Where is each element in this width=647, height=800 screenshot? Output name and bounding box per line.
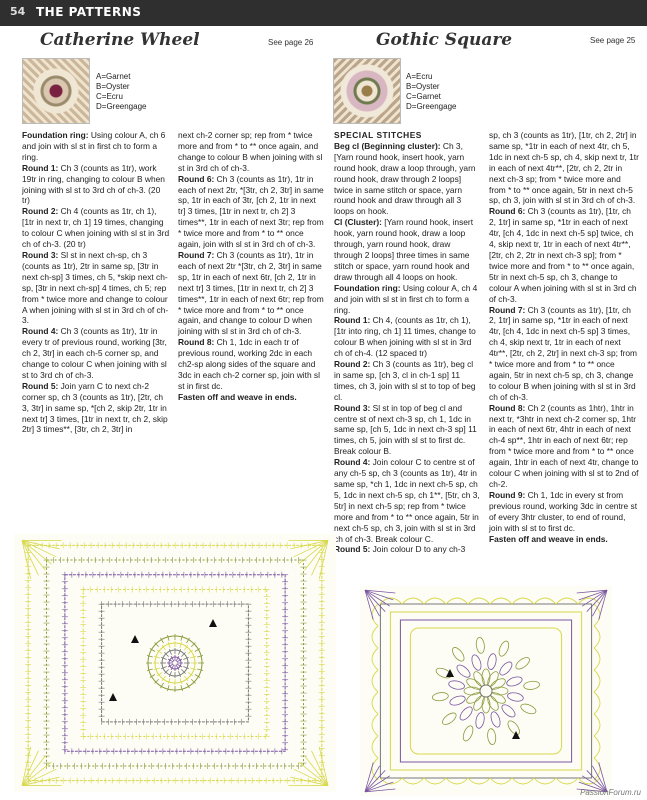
gothic-square-see-page: See page 25 [590, 36, 636, 45]
chart-chain-loop [424, 598, 446, 604]
gothic-square-photo [333, 58, 401, 124]
chart-stitch [181, 635, 183, 641]
chart-chain-loop [490, 598, 512, 604]
colour-a: A=Ecru [406, 72, 433, 81]
chart-petal [497, 640, 511, 658]
instruction-label: Round 2: [334, 359, 371, 370]
instruction-paragraph [334, 315, 480, 359]
chart-stitch [154, 656, 160, 658]
instruction-label: Round 3: [334, 402, 371, 413]
chart-petal [482, 697, 490, 713]
gothic-square-instructions-col2 [489, 130, 639, 544]
chart-square-round [102, 604, 249, 722]
chart-petal [482, 669, 490, 685]
chart-stitch [178, 649, 180, 655]
chart-chain-loop [594, 648, 600, 670]
instruction-text: Join colour C to centre st of any ch-5 sp, ch 3 (counts as 1tr), 4tr in same sp, *ch 1, 1dc in next ch-5 sp, ch 5, 1dc in next ch-5 sp, ch 1**, [5tr, ch 3, 5tr] in next ch-5 sp; rep from * twice more and from * to ** once again, 5tr in next ch-5 sp, ch 3, join with sl st in 3rd ch of ch-3. Break colour C. [334, 457, 480, 544]
chart-petal [432, 692, 449, 702]
chart-chain-loop [594, 626, 600, 648]
instruction-paragraph [178, 174, 324, 250]
instruction-text: Ch 3 (counts as 1tr), 1tr in each of next 2tr, *[3tr, ch 2, 3tr] in same sp, 1tr in each of 3tr, [ch 2, 1tr in next tr] 3 times, [1tr in next tr, ch 2] 3 times**, 1tr in each of next 3tr; rep from * twice more and from * to ** once again, join with sl st in 3rd ch of ch-3. [178, 173, 324, 250]
instruction-text: Join yarn C to next ch-2 corner sp, ch 3 (counts as 1tr), [2tr, ch 3, 3tr] in same sp, *[ch 2, skip 2tr, 1tr in next tr] 3 times, [1tr in next tr, ch 2, skip 2tr] 3 times**, [3tr, ch 2, 3tr] in [22, 380, 168, 435]
chart-stitch [147, 669, 153, 671]
catherine-wheel-photo [22, 58, 90, 124]
colour-a: A=Garnet [96, 72, 131, 81]
colour-b: B=Oyster [406, 82, 440, 91]
catherine-wheel-instructions-col2 [178, 130, 324, 403]
catherine-wheel-instructions-col1 [22, 130, 170, 435]
chart-stitch [167, 635, 169, 641]
instruction-label: Round 1: [334, 315, 371, 326]
chart-chain-loop [556, 778, 578, 784]
instruction-label: Round 5: [334, 544, 371, 555]
instruction-paragraph [489, 305, 639, 403]
chart-chain-loop [372, 670, 378, 692]
instruction-paragraph [334, 544, 480, 555]
instruction-text: Ch 3 (counts as 1tr), [1tr, ch 2, 1tr] in same sp, *1tr in each of next 4tr, [ch 4, 1dc in next ch-5 sp] 3 times, ch 4, skip next tr, 1tr in each of next 4tr**, [2tr, ch 2, 2tr] in next ch-3 sp; from * twice more and from * to ** once again, 5tr in next ch-5 sp, ch 3, change to colour B when joining with sl st in 3rd ch of ch-3. [489, 304, 638, 402]
chart-petal [514, 655, 532, 671]
instruction-text: sp, ch 3 (counts as 1tr), [1tr, ch 2, 2tr] in same sp, *1tr in each of next 4tr, ch 5, 1dc in next ch-5 sp, ch 4, skip next tr, 1tr in each of next 4tr**, [2tr, ch 2, 2tr in next ch-3 sp; from * twice more and from * to ** once again, 5tr in next ch-5 sp, ch 3, join with sl st in 3rd ch of ch-3. [489, 130, 639, 206]
chart-stitch [168, 642, 170, 648]
chart-stitch [190, 656, 196, 658]
chart-square-round [380, 604, 591, 778]
instruction-label: Foundation ring: [22, 130, 89, 140]
instruction-label: Beg cl (Beginning cluster): [334, 140, 441, 151]
instruction-paragraph [489, 130, 639, 206]
instruction-text: Ch 3, [Yarn round hook, insert hook, yarn round hook, draw a loop through, yarn round hook, draw through 2 loops] twice in same stitch or space, yarn round hook and draw through all 3 loops on hook. [334, 140, 476, 217]
colour-d: D=Greengage [406, 102, 457, 111]
catherine-wheel-title: Catherine Wheel [40, 30, 200, 50]
instruction-paragraph [22, 381, 170, 436]
chart-stitch [161, 666, 167, 668]
chart-chain-loop [424, 778, 446, 784]
special-stitches-heading: SPECIAL STITCHES [334, 130, 422, 140]
catherine-wheel-chart-diagram [14, 534, 336, 792]
instruction-text: Join colour D to any ch-3 [370, 544, 466, 555]
instruction-paragraph [334, 283, 480, 316]
instruction-text: Ch 2 (counts as 1htr), 1htr in next tr, *3htr in next ch-2 corner sp, 1htr in each of next 6tr, 4htr in each of next ch-4 sp**, 1htr in each of next 6tr; rep from * twice more and from * to ** once again, 1htr in each of next 4tr, change to colour C when joining with sl st to 2nd of ch-2. [489, 402, 639, 489]
catherine-wheel-see-page: See page 26 [268, 38, 314, 47]
gothic-square-chart-diagram [360, 586, 612, 796]
chart-chain-loop [594, 692, 600, 714]
chart-petal [449, 694, 467, 707]
chart-chain-loop [512, 778, 534, 784]
chart-start-marker [512, 731, 520, 739]
chart-petal [487, 728, 497, 745]
instruction-text: Ch 3 (counts as 1tr), beg cl in same sp, [ch 3, cl in ch-1 sp] 11 times, ch 3, join with sl st to top of beg cl. [334, 359, 476, 402]
chart-petal [507, 691, 524, 702]
instruction-text: Ch 3 (counts as 1tr), work 19tr in ring, changing to colour B when joining with sl st to 3rd ch of ch-3. (20 tr) [22, 162, 165, 206]
instruction-text: Sl st in next ch-sp, ch 3 (counts as 1tr), 2tr in same sp, [3tr in next ch-sp] 3 times, ch 5, *skip next ch-sp, [3tr in next ch-sp] 4 times, ch 5; rep from * twice more and change to colour A when joining with sl st in 3rd ch of ch-3. [22, 249, 169, 326]
chart-square-round [28, 545, 322, 780]
chart-chain-loop [490, 778, 512, 784]
chart-stitch [183, 657, 189, 659]
instruction-paragraph [178, 337, 324, 392]
chart-chain-loop [372, 648, 378, 670]
chart-stitch [178, 671, 180, 677]
chart-chain-loop [446, 598, 468, 604]
instruction-label: Round 5: [22, 380, 59, 391]
chart-petal [475, 712, 486, 729]
chart-petal [458, 705, 475, 722]
gothic-square-colour-legend [406, 72, 456, 112]
instruction-paragraph [22, 326, 170, 381]
chart-stitch [183, 666, 189, 668]
chart-chain-loop [594, 670, 600, 692]
chart-square-round [83, 589, 267, 736]
instruction-label: Round 2: [22, 206, 59, 217]
colour-c: C=Ecru [96, 92, 123, 101]
instruction-paragraph [22, 130, 170, 163]
chart-stitch [154, 668, 160, 670]
chart-stitch [168, 678, 170, 684]
chart-petal [519, 702, 537, 716]
chart-chain-loop [534, 778, 556, 784]
chart-start-marker [109, 693, 117, 701]
chart-chain-loop [468, 778, 490, 784]
chart-chain-loop [594, 758, 600, 780]
gothic-square-title: Gothic Square [376, 30, 513, 50]
chart-petal [441, 711, 459, 727]
chart-stitch [147, 655, 153, 657]
chart-petal [461, 724, 475, 742]
instruction-paragraph [334, 217, 480, 282]
colour-b: B=Oyster [96, 82, 130, 91]
chart-start-marker [209, 619, 217, 627]
chart-square-round [390, 612, 581, 770]
instruction-label: Round 4: [22, 326, 59, 337]
chart-square-round [65, 575, 285, 751]
header-bar [0, 0, 647, 26]
instruction-paragraph [489, 490, 639, 534]
chart-stitch [197, 669, 203, 671]
chart-petal [506, 719, 522, 737]
instruction-label: Cl (Cluster): [334, 217, 382, 228]
instruction-label: Fasten off and weave in ends. [489, 533, 608, 544]
instruction-text: next ch-2 corner sp; rep from * twice more and from * to ** once again, and change to colour B when joining with sl st in 3rd ch of ch-3. [178, 130, 323, 173]
chart-petal [475, 637, 485, 654]
instruction-paragraph [22, 163, 170, 207]
instruction-paragraph [334, 130, 480, 141]
colour-c: C=Garnet [406, 92, 441, 101]
chart-stitch [167, 685, 169, 691]
instruction-text: Sl st in top of beg cl and centre st of next ch-3 sp, ch 1, 1dc in same sp, [ch 5, 1dc in next ch-3 sp] 11 times, ch 5, join with sl st to first dc. Break colour B. [334, 402, 477, 457]
chart-petal [486, 653, 497, 670]
chart-petal [470, 654, 483, 672]
chart-chain-loop [594, 714, 600, 736]
instruction-paragraph [489, 403, 639, 490]
instruction-text: Ch 3 (counts as 1tr), 1tr in each of next 2tr *[3tr, ch 2, 3tr] in same sp, 1tr in each of next 6tr, [ch 2, 1tr in next tr] 3 times, [1tr in next tr, ch 2] 3 times**, 1tr in each of next 6tr; rep from * twice more and from * to ** once again, and change to colour D when joining with sl st in 3rd ch of ch-3. [178, 249, 324, 337]
chart-stitch [181, 685, 183, 691]
chart-petal [450, 646, 466, 664]
chart-petal [464, 687, 480, 695]
instruction-label: Round 4: [334, 457, 371, 468]
chart-chain-loop [446, 778, 468, 784]
watermark: PassionForum.ru [580, 788, 641, 797]
chart-chain-loop [402, 598, 424, 604]
chart-chain-loop [594, 736, 600, 758]
instruction-text: Using colour A, ch 6 and join with sl st in first ch to form a ring. [22, 130, 166, 162]
chart-petal [489, 711, 502, 729]
chart-petal [448, 680, 465, 691]
instruction-paragraph [22, 250, 170, 326]
chart-petal [506, 675, 524, 688]
chart-petal [498, 660, 515, 677]
instruction-text: Ch 1, 1dc in each tr of previous round, working 2dc in each ch2-sp along sides of the square and 3dc in each ch-2 corner sp, join with sl st in first dc. [178, 337, 320, 391]
instruction-label: Fasten off and weave in ends. [178, 391, 297, 402]
instruction-paragraph [178, 130, 324, 174]
instruction-label: Round 6: [489, 206, 526, 217]
colour-d: D=Greengage [96, 102, 147, 111]
instruction-paragraph [334, 141, 480, 217]
chart-square-round [400, 620, 571, 762]
chart-chain-loop [534, 598, 556, 604]
instruction-label: Round 6: [178, 173, 215, 184]
instruction-label: Round 7: [489, 304, 526, 315]
instruction-text: [Yarn round hook, insert hook, yarn round hook, draw a loop through, yarn round hook, draw through 2 loops] three times in same stitch or space, yarn round hook and draw through all 4 loops on hook. [334, 217, 474, 282]
instruction-paragraph [22, 206, 170, 250]
gothic-square-instructions-col1 [334, 130, 480, 555]
chart-petal [500, 703, 517, 720]
instruction-paragraph [334, 457, 480, 544]
chart-petal [492, 687, 508, 695]
instruction-text: Using colour A, ch 4 and join with sl st in first ch to form a ring. [334, 282, 478, 315]
instruction-label: Round 1: [22, 162, 59, 173]
instruction-paragraph [489, 534, 639, 545]
chart-chain-loop [556, 598, 578, 604]
instruction-text: Ch 3 (counts as 1tr), [1tr, ch 2, 1tr] in same sp, *1tr in each of next 4tr, [ch 4, 1dc in next ch-5 sp] twice, ch 4, skip next tr, 1tr in each of next 4tr**, [2tr, ch 2, 2tr in next ch-3 sp]; from * twice more and from * to ** once again, 5tr in next ch-5 sp, ch 3, change to colour A when joining with sl st in 3rd ch of ch-3. [489, 206, 637, 304]
chart-chain-loop [372, 714, 378, 736]
chart-start-marker [131, 635, 139, 643]
chart-stitch [180, 678, 182, 684]
instruction-paragraph [334, 359, 480, 403]
chart-stitch [169, 649, 171, 655]
catherine-wheel-colour-legend [96, 72, 146, 112]
instruction-text: Ch 4 (counts as 1tr, ch 1), [1tr in next tr, ch 1] 19 times, changing to colour C when joining with sl st in 3rd ch of ch-3. (20 tr) [22, 206, 170, 250]
instruction-label: Round 7: [178, 249, 215, 260]
chart-stitch [161, 657, 167, 659]
instruction-label: Round 3: [22, 249, 59, 260]
chart-stitch [197, 655, 203, 657]
chart-stitch [180, 642, 182, 648]
instruction-label: Round 8: [178, 337, 215, 348]
instruction-label: Foundation ring: [334, 282, 401, 293]
chart-stitch [169, 671, 171, 677]
chart-chain-loop [512, 598, 534, 604]
instruction-text: Ch 1, 1dc in every st from previous round, working 3dc in centre st of every 3htr cluster, to end of round, join with sl st to first dc. [489, 489, 638, 533]
section-title: THE PATTERNS [36, 5, 142, 19]
instruction-paragraph [178, 392, 324, 403]
instruction-paragraph [489, 206, 639, 304]
chart-petal [523, 680, 540, 690]
instruction-paragraph [334, 403, 480, 458]
page-number: 54 [10, 5, 26, 18]
chart-stitch [190, 668, 196, 670]
chart-ring [480, 685, 492, 697]
chart-chain-loop [468, 598, 490, 604]
chart-chain-loop [372, 692, 378, 714]
instruction-label: Round 9: [489, 489, 526, 500]
instruction-paragraph [178, 250, 324, 337]
chart-petal [455, 663, 472, 680]
chart-chain-loop [402, 778, 424, 784]
chart-chain-loop [372, 626, 378, 648]
instruction-text: Ch 4, (counts as 1tr, ch 1), [1tr into ring, ch 1] 11 times, change to colour B when joining with sl st in 3rd ch of ch-4. (12 spaced tr) [334, 315, 476, 359]
chart-chain-loop [372, 736, 378, 758]
instruction-text: Ch 3 (counts as 1tr), 1tr in every tr of previous round, working [3tr, ch 2, 3tr] in each ch-5 corner sp, and change to colour C when joining with sl st to 3rd ch of ch-3. [22, 326, 167, 380]
chart-square-round [410, 628, 561, 754]
instruction-label: Round 8: [489, 402, 526, 413]
chart-chain-loop [372, 758, 378, 780]
